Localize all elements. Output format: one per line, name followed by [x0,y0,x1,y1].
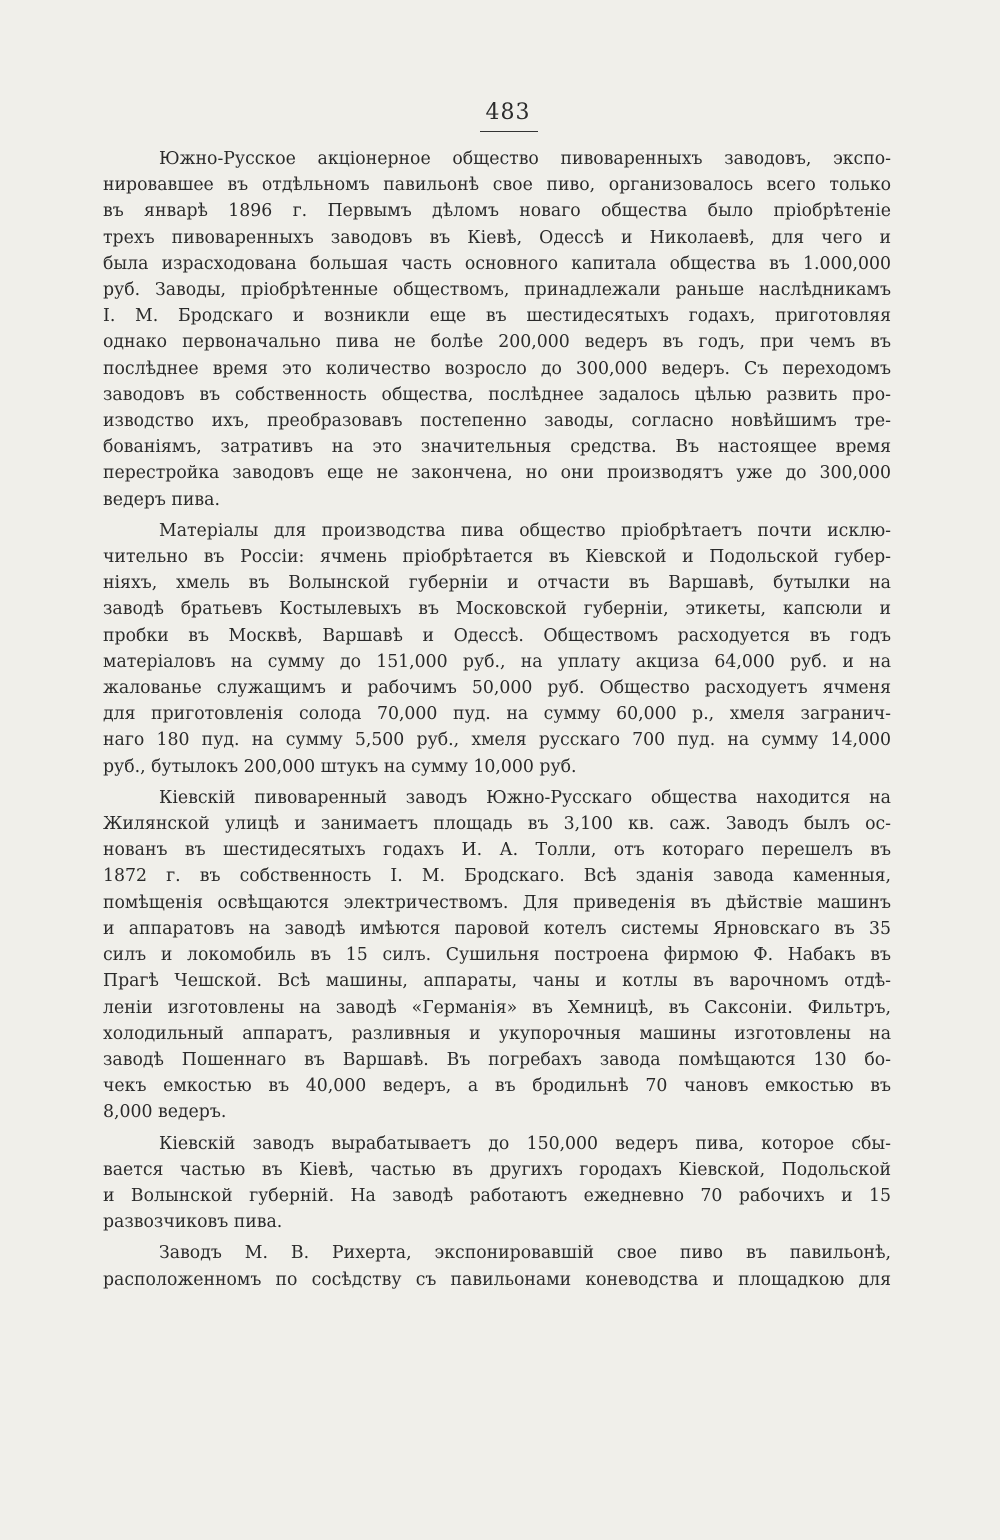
text-line: и аппаратовъ на заводѣ имѣются паровой котелъ системы Ярновскаго въ 35 [103,918,891,939]
text-line: развозчиковъ пива. [103,1212,283,1233]
text-line: чительно въ Россіи: ячмень пріобрѣтается въ Кіевской и Подольской губер- [103,547,891,568]
text-line: однако первоначально пива не болѣе 200,000 ведеръ въ годъ, при чемъ въ [103,332,891,353]
paragraph-2 [103,518,891,780]
text-line: Кіевскій заводъ вырабатываетъ до 150,000 ведеръ пива, которое сбы- [159,1133,891,1154]
text-line: изводство ихъ, преобразовавъ постепенно заводы, согласно новѣйшимъ тре- [103,411,891,432]
text-line: руб. Заводы, пріобрѣтенные обществомъ, принадлежали раньше наслѣдникамъ [103,280,891,301]
text-line: ведеръ пива. [103,489,220,510]
text-line: 1872 г. въ собственность І. М. Бродскаго. Всѣ зданія завода каменныя, [103,866,891,887]
paragraph-5 [103,1240,891,1292]
text-line: послѣднее время это количество возросло до 300,000 ведеръ. Съ переходомъ [103,358,891,379]
text-line: Заводъ М. В. Рихерта, экспонировавшій свое пиво въ павильонѣ, [159,1243,891,1264]
paragraph-1 [103,146,891,513]
text-line: для приготовленія солода 70,000 пуд. на сумму 60,000 р., хмеля загранич- [103,704,891,725]
paragraph-4 [103,1131,891,1236]
text-line: въ январѣ 1896 г. Первымъ дѣломъ новаго общества было пріобрѣтеніе [103,201,891,222]
text-line: наго 180 пуд. на сумму 5,500 руб., хмеля русскаго 700 пуд. на сумму 14,000 [103,730,891,751]
text-line: ніяхъ, хмель въ Волынской губерніи и отчасти въ Варшавѣ, бутылки на [103,573,891,594]
text-line: чекъ емкостью въ 40,000 ведеръ, а въ бродильнѣ 70 чановъ емкостью въ [103,1076,891,1097]
text-line: нировавшее въ отдѣльномъ павильонѣ свое пиво, организовалось всего только [103,175,891,196]
text-line: холодильный аппаратъ, разливныя и укупорочныя машины изготовлены на [103,1023,891,1044]
text-line: леніи изготовлены на заводѣ «Германія» въ Хемницѣ, въ Саксоніи. Фильтръ, [103,997,891,1018]
paragraph-3 [103,785,891,1126]
text-line: жалованье служащимъ и рабочимъ 50,000 руб. Общество расходуетъ ячменя [103,678,891,699]
text-line: Матеріалы для производства пива общество пріобрѣтаетъ почти исклю- [159,520,891,541]
text-line: заводѣ Пошеннаго въ Варшавѣ. Въ погребахъ завода помѣщаются 130 бо- [103,1049,891,1070]
text-line: силъ и локомобиль въ 15 силъ. Сушильня построена фирмою Ф. Набакъ въ [103,945,891,966]
text-line: Южно-Русское акціонерное общество пивоваренныхъ заводовъ, экспо- [159,149,891,169]
text-line: помѣщенія освѣщаются электричествомъ. Для приведенія въ дѣйствіе машинъ [103,892,891,913]
text-line: нованъ въ шестидесятыхъ годахъ И. А. Толли, отъ котораго перешелъ въ [103,840,891,861]
page-number-rule [480,131,538,132]
text-line: пробки въ Москвѣ, Варшавѣ и Одессѣ. Обществомъ расходуется въ годъ [103,625,891,646]
text-line: перестройка заводовъ еще не закончена, но они производятъ уже до 300,000 [103,463,891,484]
text-line: І. М. Бродскаго и возникли еще въ шестидесятыхъ годахъ, приготовляя [103,306,891,327]
page-number: 483 [485,100,531,125]
text-line: расположенномъ по сосѣдству съ павильонами коневодства и площадкою для [103,1269,891,1290]
body-text [103,146,891,1298]
text-line: трехъ пивоваренныхъ заводовъ въ Кіевѣ, Одессѣ и Николаевѣ, для чего и [103,227,891,248]
text-line: 8,000 ведеръ. [103,1102,227,1123]
text-line: и Волынской губерній. На заводѣ работаютъ ежедневно 70 рабочихъ и 15 [103,1185,891,1206]
text-line: была израсходована большая часть основного капитала общества въ 1.000,000 [103,253,891,274]
text-line: Прагѣ Чешской. Всѣ машины, аппараты, чаны и котлы въ варочномъ отдѣ- [103,971,891,992]
text-line: вается частью въ Кіевѣ, частью въ другихъ городахъ Кіевской, Подольской [103,1159,891,1180]
text-line: матеріаловъ на сумму до 151,000 руб., на уплату акциза 64,000 руб. и на [103,651,891,672]
text-line: руб., бутылокъ 200,000 штукъ на сумму 10,000 руб. [103,756,577,777]
text-line: заводовъ въ собственность общества, послѣднее задалось цѣлью развить про- [103,384,891,405]
text-line: бованіямъ, затративъ на это значительныя средства. Въ настоящее время [103,437,891,458]
text-line: Жилянской улицѣ и занимаетъ площадь въ 3,100 кв. саж. Заводъ былъ ос- [103,814,891,835]
text-line: Кіевскій пивоваренный заводъ Южно-Русскаго общества находится на [159,787,891,808]
text-line: заводѣ братьевъ Костылевыхъ въ Московской губерніи, этикеты, капсюли и [103,599,891,620]
